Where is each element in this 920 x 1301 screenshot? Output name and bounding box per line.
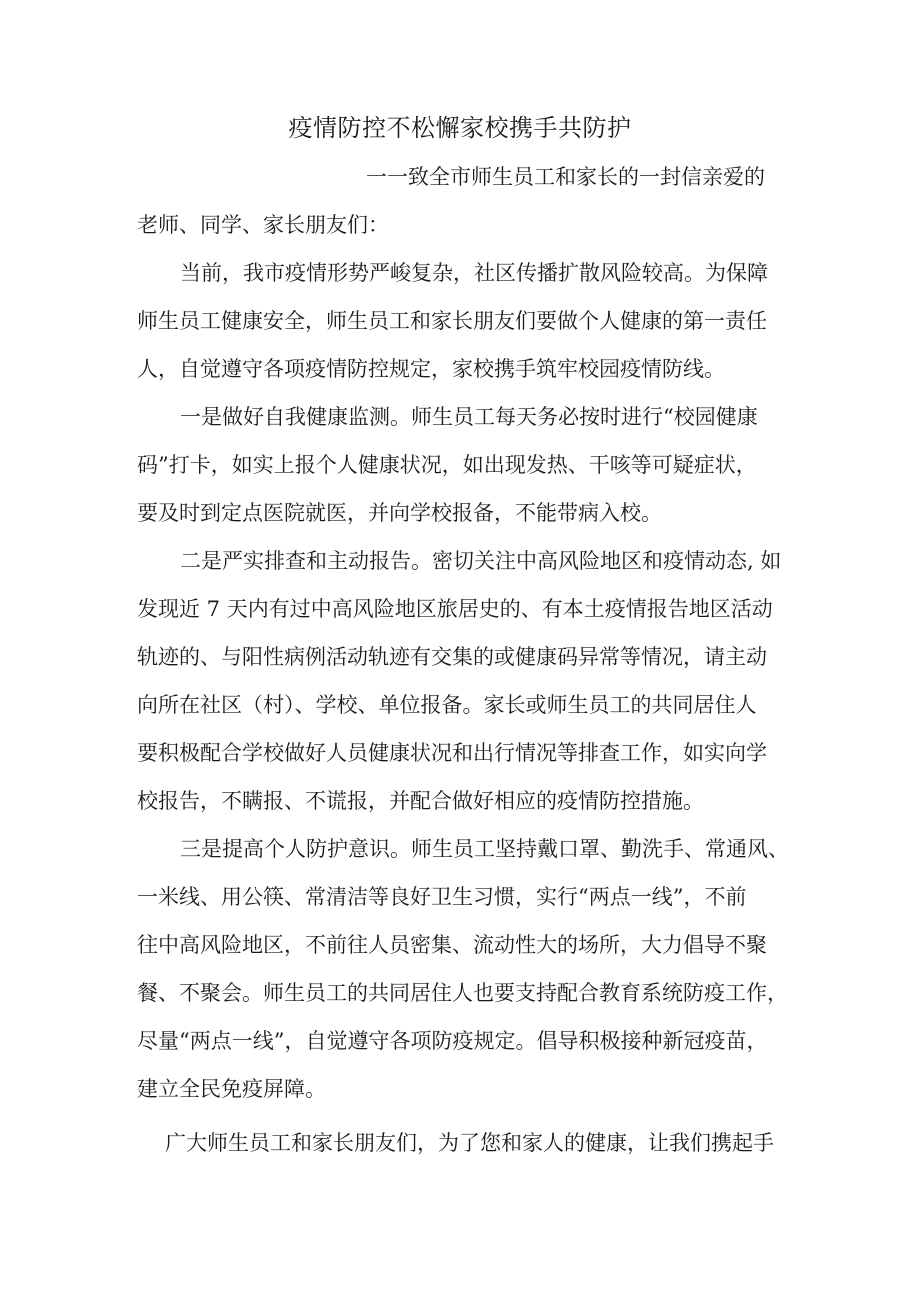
paragraph-line: 要积极配合学校做好人员健康状况和出行情况等排查工作，如实向学 — [137, 741, 767, 765]
paragraph-line: 三是提高个人防护意识。师生员工坚持戴口罩、勤洗手、常通风、 — [180, 837, 789, 861]
paragraph-line: 轨迹的、与阳性病例活动轨迹有交集的或健康码异常等情况，请主动 — [137, 645, 767, 669]
subtitle-line: 一一致全市师生员工和家长的一封信亲爱的 — [366, 165, 765, 189]
document-title: 疫情防控不松懈家校携手共防护 — [288, 114, 632, 142]
paragraph-line: 要及时到定点医院就医，并向学校报备，不能带病入校。 — [137, 501, 662, 525]
paragraph-line: 码”打卡，如实上报个人健康状况，如出现发热、干咳等可疑症状， — [137, 453, 757, 477]
paragraph-line: 餐、不聚会。师生员工的共同居住人也要支持配合教育系统防疫工作， — [137, 981, 788, 1005]
paragraph-line: 发现近 7 天内有过中高风险地区旅居史的、有本土疫情报告地区活动 — [137, 597, 773, 621]
paragraph-line: 广大师生员工和家长朋友们，为了您和家人的健康，让我们携起手 — [165, 1131, 774, 1155]
paragraph-line: 建立全民免疫屏障。 — [137, 1077, 326, 1101]
paragraph-line: 一是做好自我健康监测。师生员工每天务必按时进行“校园健康 — [180, 405, 758, 429]
paragraph-line: 当前，我市疫情形势严峻复杂，社区传播扩散风险较高。为保障 — [180, 261, 768, 285]
paragraph-line: 二是严实排查和主动报告。密切关注中高风险地区和疫情动态, 如 — [180, 549, 782, 573]
paragraph-line: 师生员工健康安全，师生员工和家长朋友们要做个人健康的第一责任 — [137, 309, 767, 333]
paragraph-line: 向所在社区（村）、学校、单位报备。家长或师生员工的共同居住人 — [137, 693, 757, 717]
paragraph-line: 校报告，不瞒报、不谎报，并配合做好相应的疫情防控措施。 — [137, 789, 704, 813]
paragraph-line: 人，自觉遵守各项疫情防控规定，家校携手筑牢校园疫情防线。 — [137, 357, 725, 381]
salutation-line: 老师、同学、家长朋友们： — [137, 213, 389, 237]
paragraph-line: 一米线、用公筷、常清洁等良好卫生习惯，实行“两点一线”，不前 — [137, 885, 747, 909]
paragraph-line: 往中高风险地区，不前往人员密集、流动性大的场所，大力倡导不聚 — [137, 933, 767, 957]
paragraph-line: 尽量“两点一线”，自觉遵守各项防疫规定。倡导积极接种新冠疫苗， — [137, 1029, 768, 1053]
